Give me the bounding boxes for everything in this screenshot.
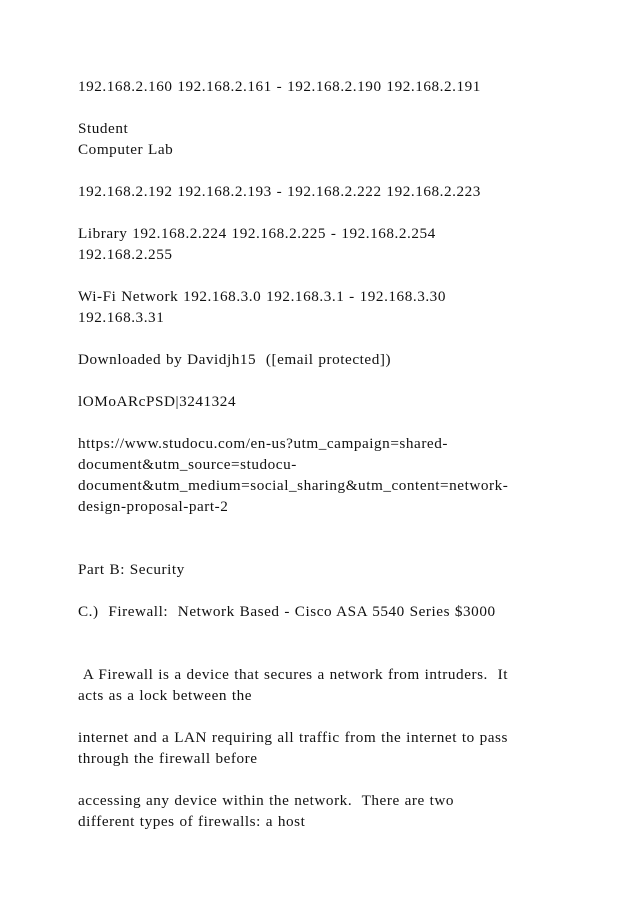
subnet-row-wifi: Wi-Fi Network 192.168.3.0 192.168.3.1 - 192.168.3.30 192.168.3.31 bbox=[78, 288, 446, 326]
subnet-row-student-lab: 192.168.2.192 192.168.2.193 - 192.168.2.222 192.168.2.223 bbox=[78, 183, 481, 200]
download-notice: Downloaded by Davidjh15 ([email protected]) bbox=[78, 351, 392, 368]
body-paragraph-2: internet and a LAN requiring all traffic from the internet to pass through the firewall before bbox=[78, 729, 508, 767]
document-id: lOMoARcPSD|3241324 bbox=[78, 393, 237, 410]
document-body bbox=[78, 76, 568, 853]
firewall-heading: C.) Firewall: Network Based - Cisco ASA 5540 Series $3000 bbox=[78, 603, 496, 620]
source-url: https://www.studocu.com/en-us?utm_campaign=shared- document&utm_source=studocu- document&utm_medium=social_sharing&utm_content=network- design-proposal-part-2 bbox=[78, 435, 509, 515]
subnet-row-staff: 192.168.2.160 192.168.2.161 - 192.168.2.190 192.168.2.191 bbox=[78, 78, 481, 95]
subnet-label-student-lab: Student Computer Lab bbox=[78, 120, 174, 158]
subnet-row-library: Library 192.168.2.224 192.168.2.225 - 192.168.2.254 192.168.2.255 bbox=[78, 225, 436, 263]
body-paragraph-3: accessing any device within the network. There are two different types of firewalls: a host bbox=[78, 792, 455, 830]
body-paragraph-1: A Firewall is a device that secures a network from intruders. It acts as a lock between the bbox=[78, 666, 508, 704]
section-heading-security: Part B: Security bbox=[78, 561, 185, 578]
